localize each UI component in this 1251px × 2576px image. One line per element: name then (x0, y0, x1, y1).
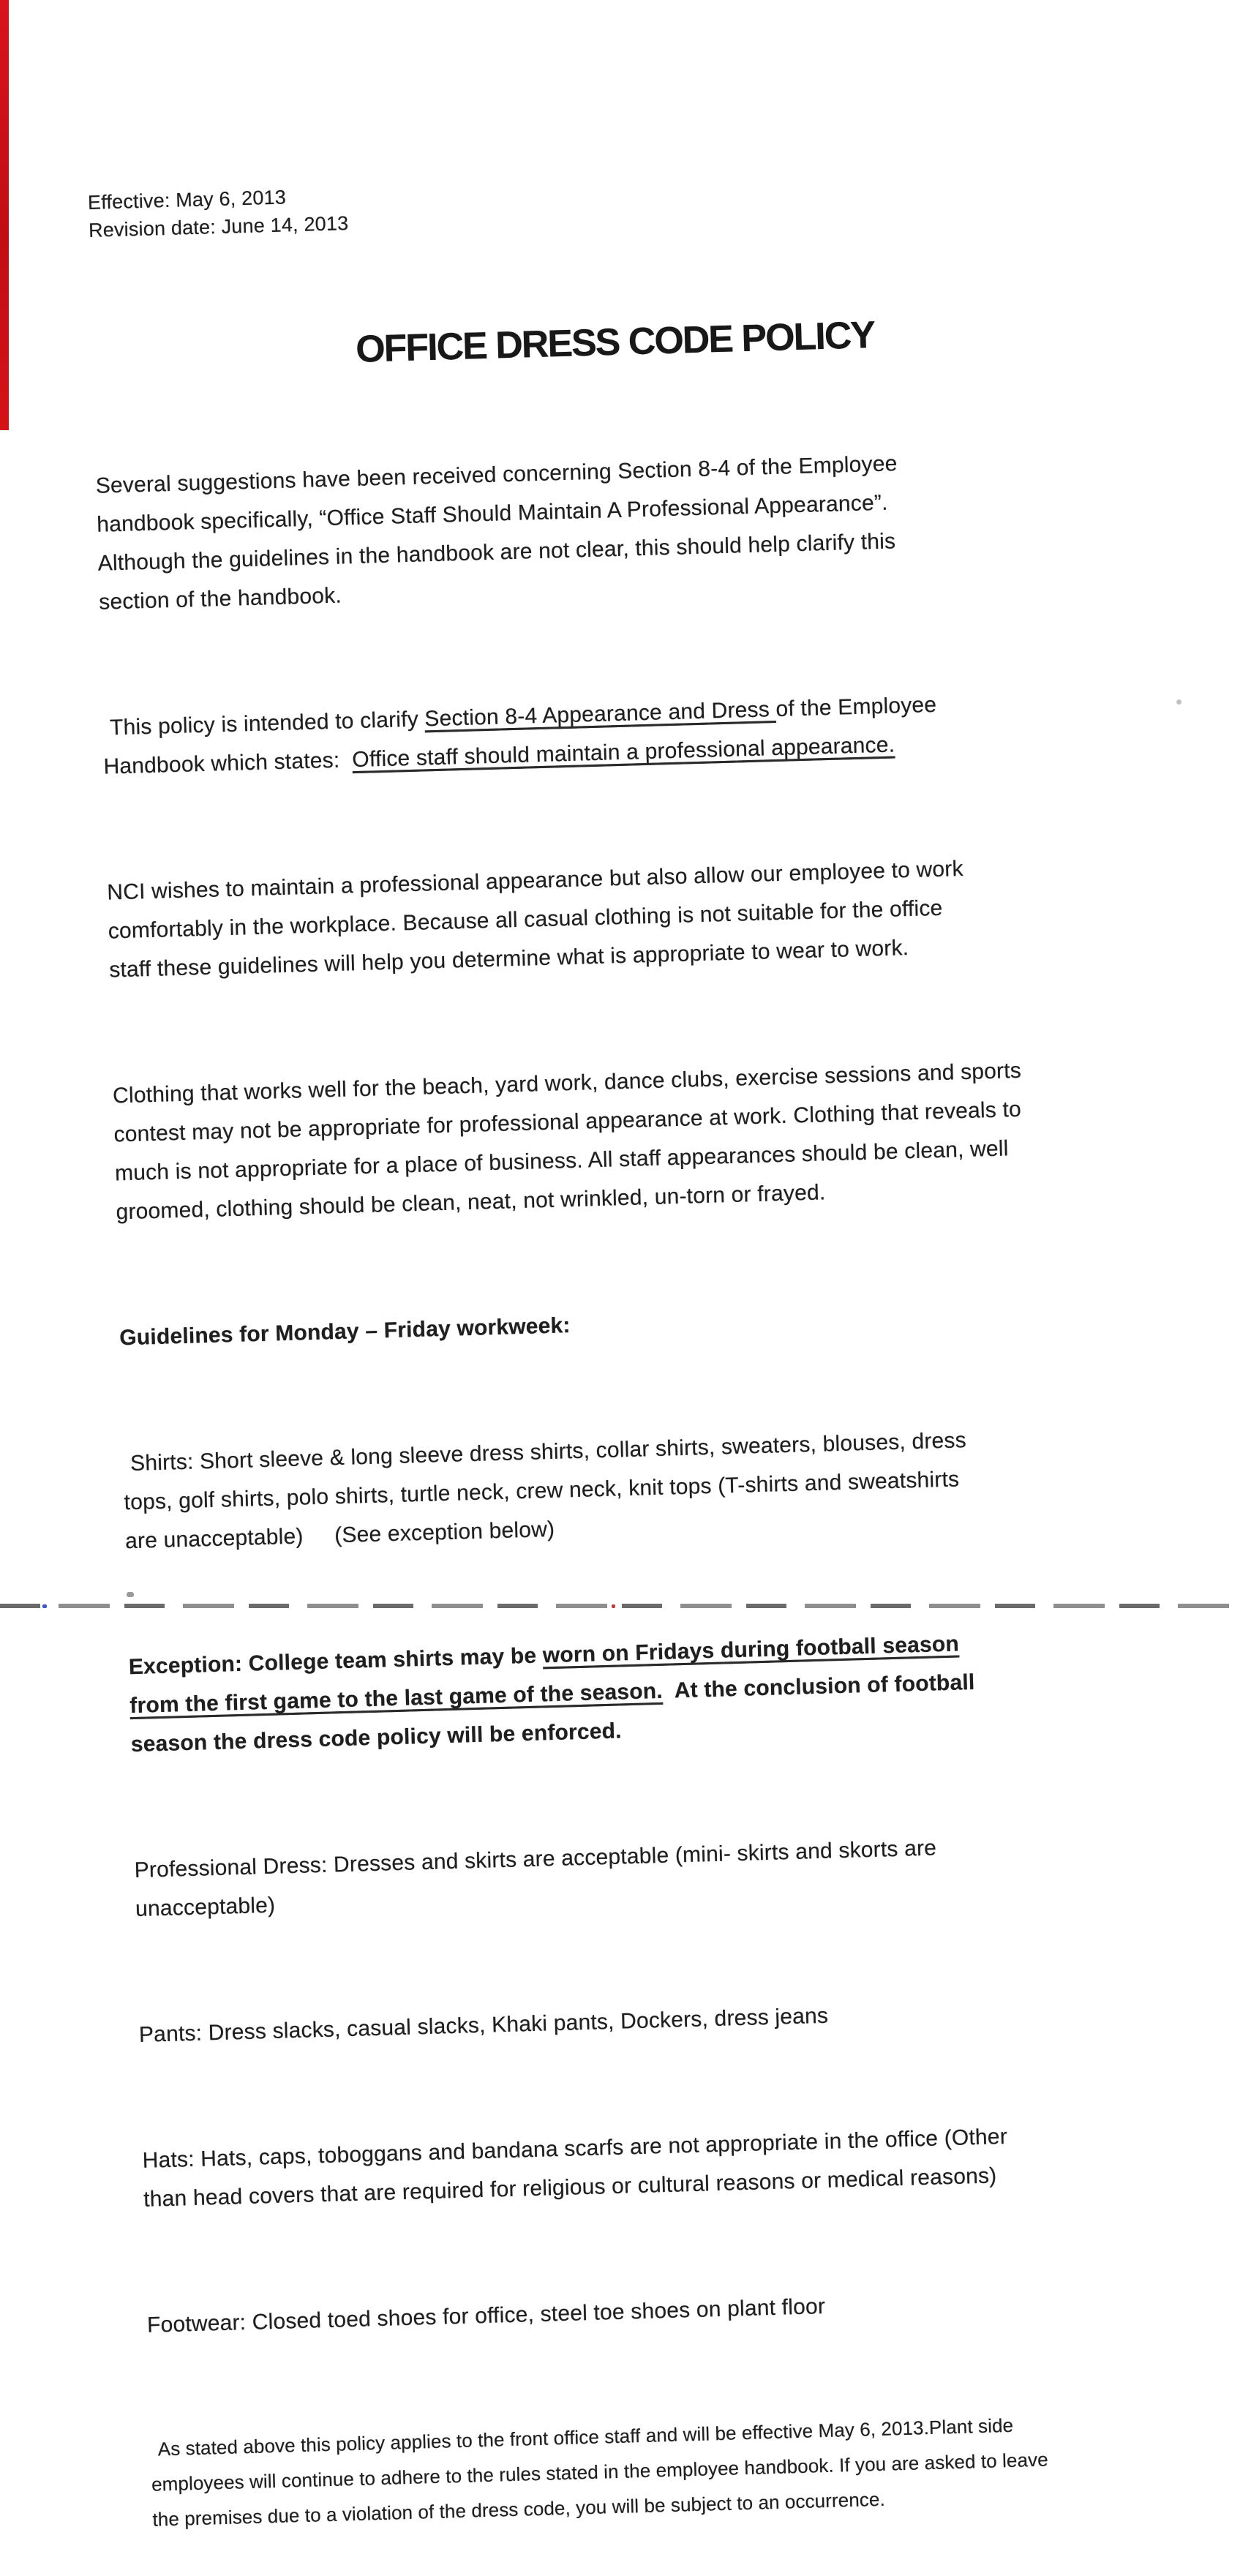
revision-date: Revision date: June 14, 2013 (88, 212, 349, 241)
paragraph-footer: As stated above this policy applies to the front office staff and will be effective May 6, 2013.Plant side employees will continue to adhere to the rules stated in the employee handbook. If you are asked to leave the premises due to a violation of the dress code, you will be subject to an occurrence. (151, 2414, 1049, 2531)
clarify-text: This policy is intended to clarify (109, 707, 425, 740)
exception-underlined: worn on Fridays during football season from the first game to the last game of the season. (129, 1631, 960, 1719)
paragraph-professional-dress: Professional Dress: Dresses and skirts are acceptable (mini- skirts and skorts are unacceptable) (134, 1836, 937, 1922)
scan-speck (1176, 699, 1182, 705)
effective-date: Effective: May 6, 2013 (87, 186, 287, 214)
exception-text-end: At the conclusion of football season the dress code policy will be enforced. (130, 1670, 975, 1757)
paragraph-pants: Pants: Dress slacks, casual slacks, Khaki pants, Dockers, dress jeans (138, 2003, 829, 2047)
clarify-text-mid: of the Employee Handbook which states: (103, 692, 937, 779)
scan-red-edge-artifact (0, 0, 9, 430)
paragraph-clothing: Clothing that works well for the beach, yard work, dance clubs, exercise sessions and sports contest may not be appropriate for professional appearance at work. Clothing that reveals to much is not appropriate for a place of business. All staff appearances should be clean, well groomed, clothing should be clean, neat, not wrinkled, un-torn or frayed. (112, 1058, 1022, 1225)
guidelines-heading: Guidelines for Monday – Friday workweek: (119, 1313, 571, 1351)
paragraph-nci: NCI wishes to maintain a professional appearance but also allow our employee to work comfortably in the workplace. Because all casual clothing is not suitable for the office staff these guidelines will help you determine what is appropriate to wear to work. (106, 856, 964, 983)
scan-speck (42, 1604, 47, 1608)
paragraph-exception (128, 1617, 1228, 1764)
document-title: OFFICE DRESS CODE POLICY (355, 314, 875, 371)
scan-speck (127, 1592, 134, 1597)
meta-block (87, 158, 1186, 244)
paragraph-footwear: Footwear: Closed toed shoes for office, steel toe shoes on plant floor (146, 2294, 826, 2337)
scan-speck (612, 1604, 615, 1608)
scan-bottom-edge-artifact (0, 1604, 1244, 1608)
exception-text: Exception: College team shirts may be (128, 1643, 544, 1680)
paragraph-shirts: Shirts: Short sleeve & long sleeve dress shirts, collar shirts, sweaters, blouses, dress tops, golf shirts, polo shirts, turtle neck, crew neck, knit tops (T-shirts and sweatshirts are unacceptable) (See exception below) (124, 1428, 967, 1554)
clarify-underlined-section-ref: Section 8-4 Appearance and Dress (424, 696, 776, 732)
paragraph-clarify (102, 678, 1201, 786)
clarify-underlined-quote: Office staff should maintain a professional appearance. (351, 732, 895, 773)
paragraph-intro: Several suggestions have been received concerning Section 8-4 of the Employee handbook specifically, “Office Staff Should Maintain A Professional Appearance”. Although the guidelines in the handbook are not clear, this should help clarify this section of the handbook. (95, 451, 898, 615)
paragraph-hats: Hats: Hats, caps, toboggans and bandana scarfs are not appropriate in the office (Other than head covers that are required for religious or cultural reasons or medical reasons) (142, 2124, 1008, 2212)
document-content (86, 119, 1251, 2576)
